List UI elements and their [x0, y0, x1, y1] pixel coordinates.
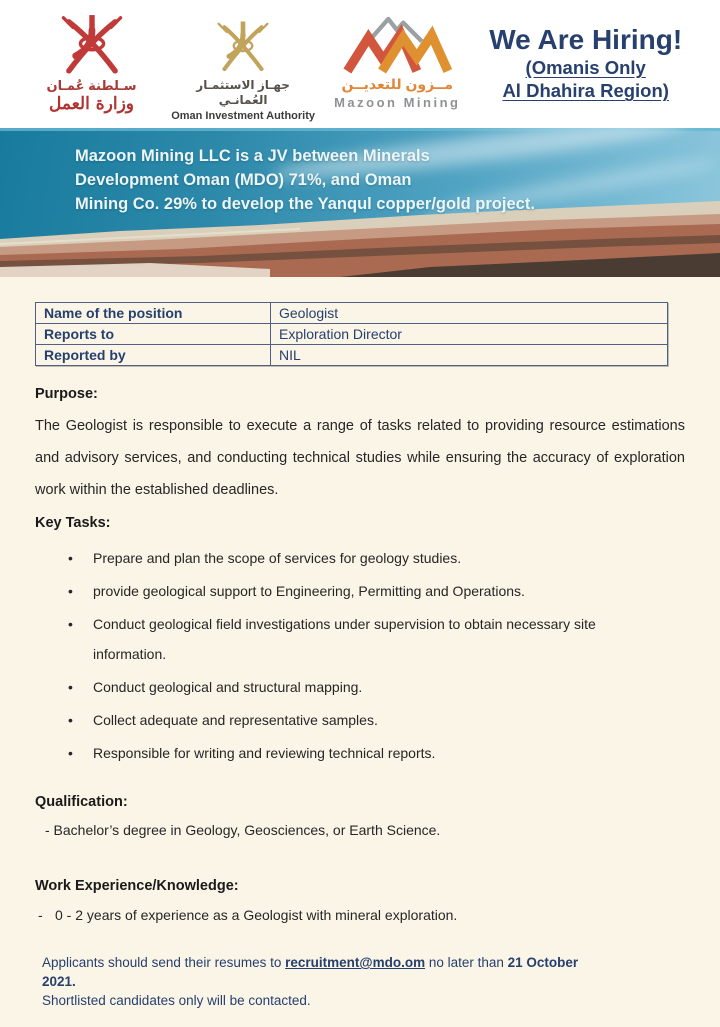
oia-english-name: Oman Investment Authority [171, 110, 316, 122]
recruitment-email-link[interactable]: recruitment@mdo.om [285, 955, 426, 970]
table-row-reported-by [36, 345, 668, 366]
task-item: • Conduct geological field investigations under supervision to obtain necessary site information. [35, 609, 655, 669]
task-item: • Collect adequate and representative samples. [35, 705, 655, 735]
apply-text-pre: Applicants should send their resumes to [42, 955, 286, 970]
mazoon-arabic-name: مــزون للتعديــن [341, 76, 454, 92]
application-instructions [42, 953, 590, 1010]
mazoon-mining-logo [325, 14, 469, 110]
work-experience-item [35, 907, 685, 923]
reports-to-label: Reports to [36, 324, 271, 345]
qualification-item: - Bachelor’s degree in Geology, Geosciences, or Earth Science. [45, 822, 441, 838]
position-name-label: Name of the position [36, 303, 271, 324]
job-details [0, 277, 720, 1010]
key-tasks-heading: Key Tasks: [35, 515, 111, 531]
header [0, 0, 720, 128]
ministry-of-labour-logo [30, 12, 153, 116]
reported-by-label: Reported by [36, 345, 271, 366]
oia-arabic-name: جهـاز الاستثمـار العُمانـي [196, 78, 290, 107]
task-item: • Prepare and plan the scope of services for geology studies. [35, 543, 655, 573]
oman-national-emblem-red-icon [58, 12, 126, 78]
deadline-date: 21 October 2021. [42, 955, 579, 989]
task-item: • Conduct geological and structural mapping. [35, 672, 655, 702]
task-item: • Responsible for writing and reviewing technical reports. [35, 738, 655, 768]
key-tasks-list [35, 543, 655, 768]
reported-by-value: NIL [271, 345, 668, 366]
jv-description [75, 144, 535, 216]
qualification-heading: Qualification: [35, 794, 128, 810]
hiring-subtitle-line2: Al Dhahira Region) [502, 80, 669, 102]
shortlist-note: Shortlisted candidates only will be contacted. [42, 993, 311, 1008]
mazoon-mountains-icon [333, 14, 461, 76]
position-name-value: Geologist [271, 303, 668, 324]
purpose-heading: Purpose: [35, 386, 98, 402]
work-experience-text: 0 - 2 years of experience as a Geologist with mineral exploration. [55, 907, 458, 923]
dash-bullet: - [38, 907, 43, 923]
oman-investment-authority-logo [171, 16, 315, 122]
hiring-announcement [469, 24, 702, 102]
hiring-title: We Are Hiring! [489, 24, 683, 55]
mazoon-english-name: Mazoon Mining [334, 94, 461, 110]
work-experience-heading: Work Experience/Knowledge: [35, 878, 239, 894]
table-row-reports-to [36, 324, 668, 345]
oman-national-emblem-gold-icon [214, 16, 272, 78]
ministry-arabic-name: سـلطنة عُمـان [46, 78, 137, 93]
task-item: • provide geological support to Engineering, Permitting and Operations. [35, 576, 655, 606]
ministry-arabic-calligraphy: وزارة العمل [49, 94, 134, 115]
reports-to-value: Exploration Director [271, 324, 668, 345]
jv-description-line2: Development Oman (MDO) 71%, and Oman [75, 171, 412, 189]
apply-text-post: no later than [425, 955, 508, 970]
jv-description-line3: Mining Co. 29% to develop the Yanqul copper/gold project. [75, 195, 535, 213]
hiring-subtitle-line1: (Omanis Only [525, 57, 646, 79]
jv-description-line1: Mazoon Mining LLC is a JV between Minerals [75, 147, 430, 165]
position-summary-table [35, 302, 668, 366]
table-row-position [36, 303, 668, 324]
purpose-body: The Geologist is responsible to execute a range of tasks related to providing resource estimations and advisory services, and conducting technical studies while ensuring the accuracy of exploration work within the established deadlines. [35, 418, 685, 498]
mine-photo-banner [0, 128, 720, 277]
